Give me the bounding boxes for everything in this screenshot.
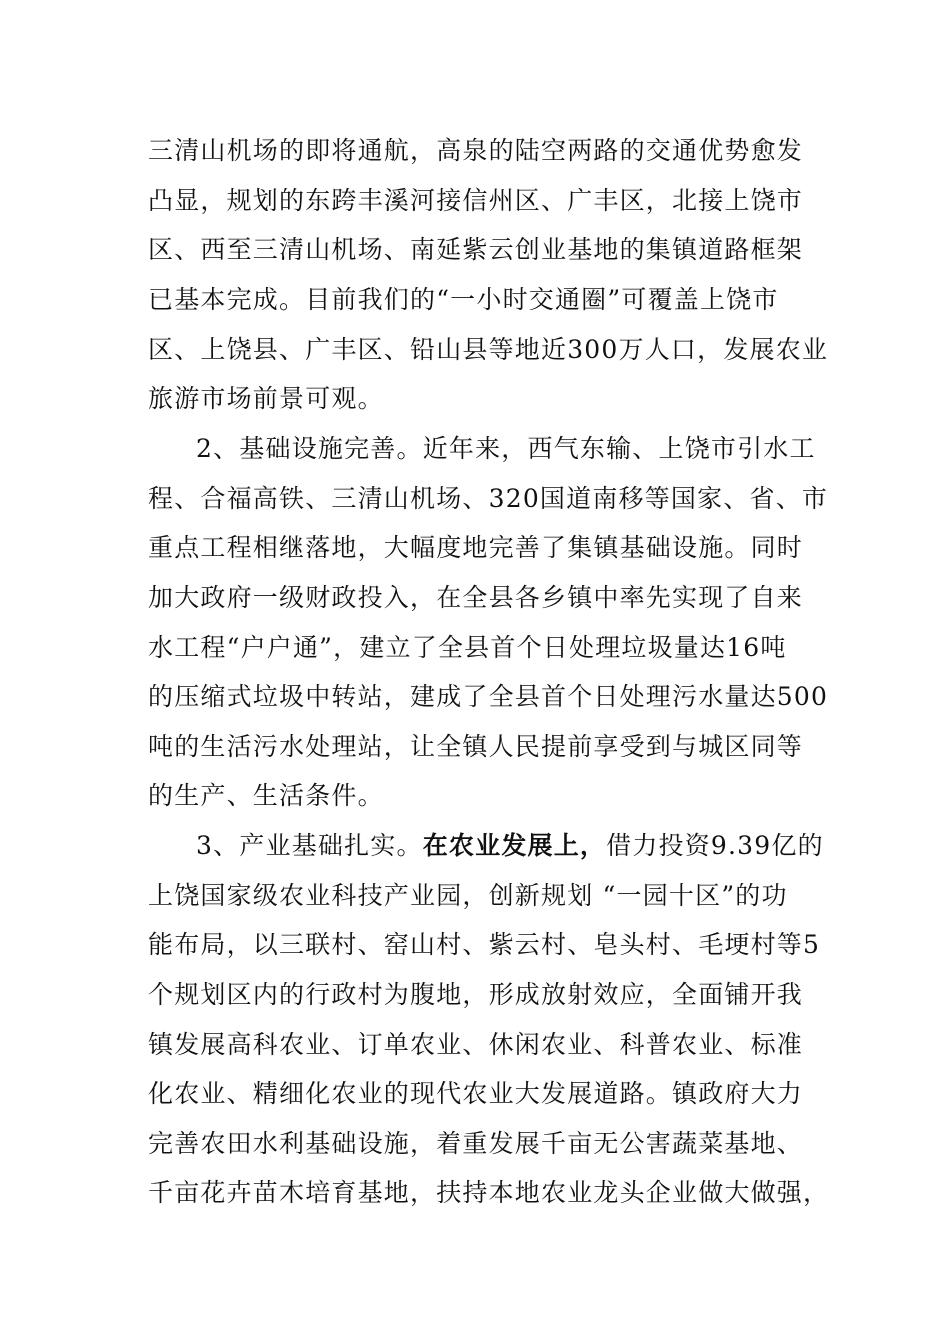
- paragraph-3-line-7: 完善农田水利基础设施，着重发展千亩无公害蔬菜基地、: [148, 1129, 804, 1158]
- paragraph-3-heading: 3、产业基础扎实。: [196, 831, 423, 860]
- paragraph-1-line-5: 区、上饶县、广丰区、铅山县等地近300万人口，发展农业: [148, 335, 829, 364]
- paragraph-3-line-2: 上饶国家级农业科技产业园，创新规划 “一园十区”的功: [148, 881, 788, 910]
- paragraph-3-line-8: 千亩花卉苗木培育基地，扶持本地农业龙头企业做大做强，: [148, 1178, 830, 1207]
- paragraph-3-line-1-rest: 借力投资9.39亿的: [606, 831, 824, 860]
- paragraph-1-line-2: 凸显，规划的东跨丰溪河接信州区、广丰区，北接上饶市: [148, 186, 804, 215]
- paragraph-3-line-6: 化农业、精细化农业的现代农业大发展道路。镇政府大力: [148, 1079, 804, 1108]
- paragraph-1-line-3: 区、西至三清山机场、南延紫云创业基地的集镇道路框架: [148, 235, 804, 264]
- paragraph-2-line-6: 的压缩式垃圾中转站，建成了全县首个日处理污水量达500: [148, 682, 829, 711]
- paragraph-2-line-7: 吨的生活污水处理站，让全镇人民提前享受到与城区同等: [148, 732, 804, 761]
- paragraph-1-line-4: 已基本完成。目前我们的“一小时交通圈”可覆盖上饶市: [148, 285, 779, 314]
- paragraph-1-line-6: 旅游市场前景可观。: [148, 384, 384, 413]
- paragraph-2-line-3: 重点工程相继落地，大幅度地完善了集镇基础设施。同时: [148, 533, 804, 562]
- paragraph-3-bold-phrase: 在农业发展上，: [422, 831, 607, 860]
- paragraph-2-line-2: 程、合福高铁、三清山机场、320国道南移等国家、省、市: [148, 484, 829, 513]
- paragraph-3-line-1: [196, 821, 824, 871]
- paragraph-2-line-1: 2、基础设施完善。近年来，西气东输、上饶市引水工: [196, 434, 816, 463]
- paragraph-3-line-4: 个规划区内的行政村为腹地，形成放射效应，全面铺开我: [148, 980, 804, 1009]
- paragraph-3-line-3: 能布局，以三联村、窑山村、紫云村、皂头村、毛埂村等5: [148, 930, 821, 959]
- paragraph-2-line-5: 水工程“户户通”，建立了全县首个日处理垃圾量达16吨: [148, 633, 787, 662]
- paragraph-3-line-5: 镇发展高科农业、订单农业、休闲农业、科普农业、标准: [148, 1030, 804, 1059]
- paragraph-2-line-8: 的生产、生活条件。: [148, 781, 384, 810]
- paragraph-2-line-4: 加大政府一级财政投入，在全县各乡镇中率先实现了自来: [148, 583, 804, 612]
- paragraph-1-line-1: 三清山机场的即将通航，高泉的陆空两路的交通优势愈发: [148, 136, 804, 165]
